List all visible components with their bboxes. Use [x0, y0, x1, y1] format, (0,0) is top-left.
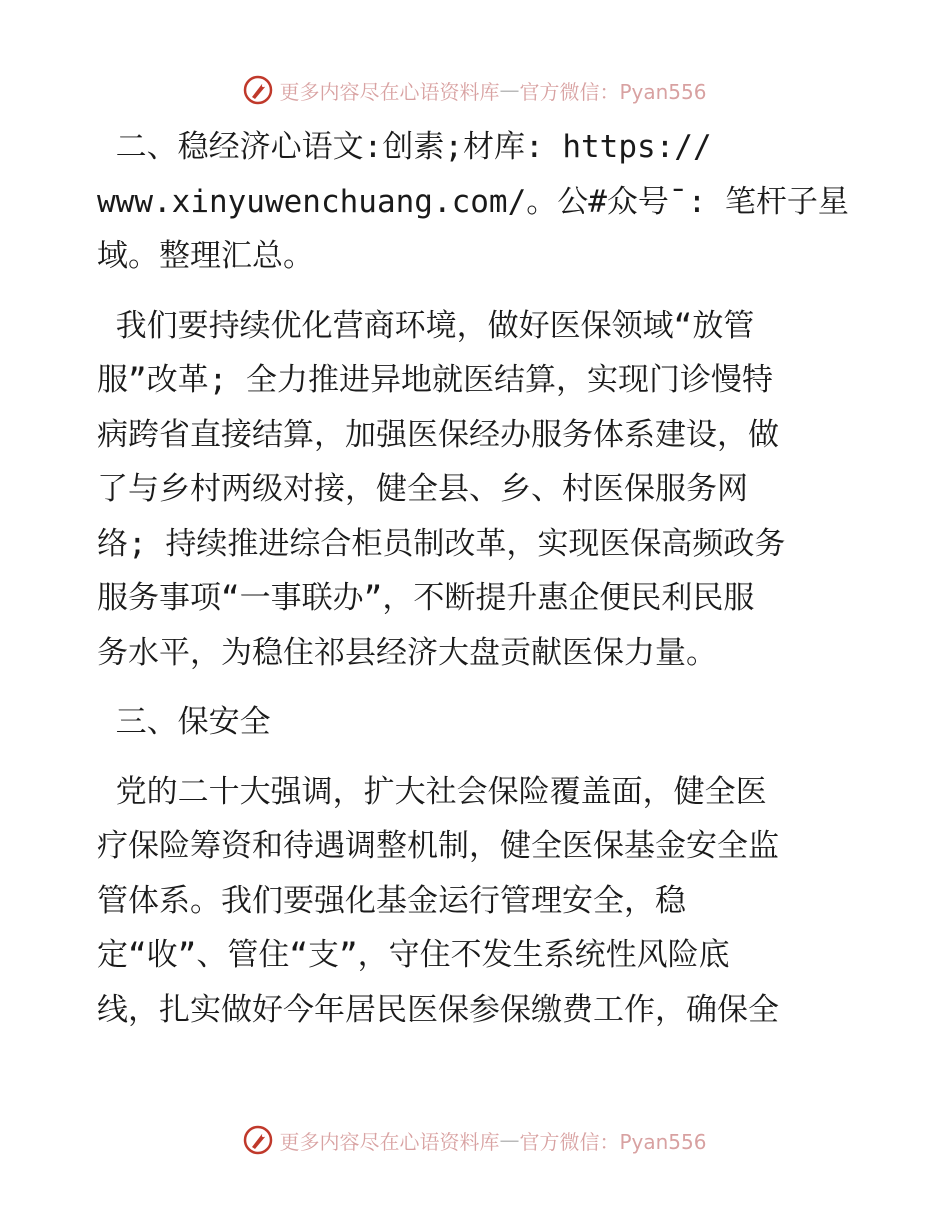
paragraph-section-two: 二、稳经济心语文:创素;材库: https:// www.xinyuwenchuang.com/。公#众号¯: 笔杆子星 域。整理汇总。	[97, 129, 849, 274]
paragraph-insurance-safety: 党的二十大强调，扩大社会保险覆盖面，健全医 疗保险筹资和待遇调整机制，健全医保基金安全监 管体系。我们要强化基金运行管理安全，稳 定“收”、管住“支”，守住不发生系统性风险底 线，扎实做好今年居民医保参保缴费工作，确保全	[97, 773, 779, 1028]
pen-nib-logo-icon	[243, 1125, 273, 1155]
document-body	[97, 120, 857, 1037]
footer-watermark-banner	[0, 1120, 950, 1160]
banner-separator: —	[499, 1128, 520, 1152]
header-watermark-banner	[0, 70, 950, 110]
banner-wechat-text: 官方微信：Pyan556	[519, 1129, 707, 1154]
banner-separator: —	[499, 78, 520, 102]
banner-main-text: 更多内容尽在心语资料库	[279, 79, 500, 104]
paragraph-business-environment: 我们要持续优化营商环境，做好医保领域“放管 服”改革; 全力推进异地就医结算，实现门诊慢特 病跨省直接结算，加强医保经办服务体系建设，做 了与乡村两级对接，健全县、乡、村医保服务网 络; 持续推进综合柜员制改革，实现医保高频政务 服务事项“一事联办”，不断提升惠企便民利民服 务水平，为稳住祁县经济大盘贡献医保力量。	[97, 307, 786, 671]
banner-wechat-text: 官方微信：Pyan556	[519, 79, 707, 104]
pen-nib-logo-icon	[243, 75, 273, 105]
banner-main-text: 更多内容尽在心语资料库	[279, 1129, 500, 1154]
paragraph-section-three-heading: 三、保安全	[97, 704, 271, 740]
